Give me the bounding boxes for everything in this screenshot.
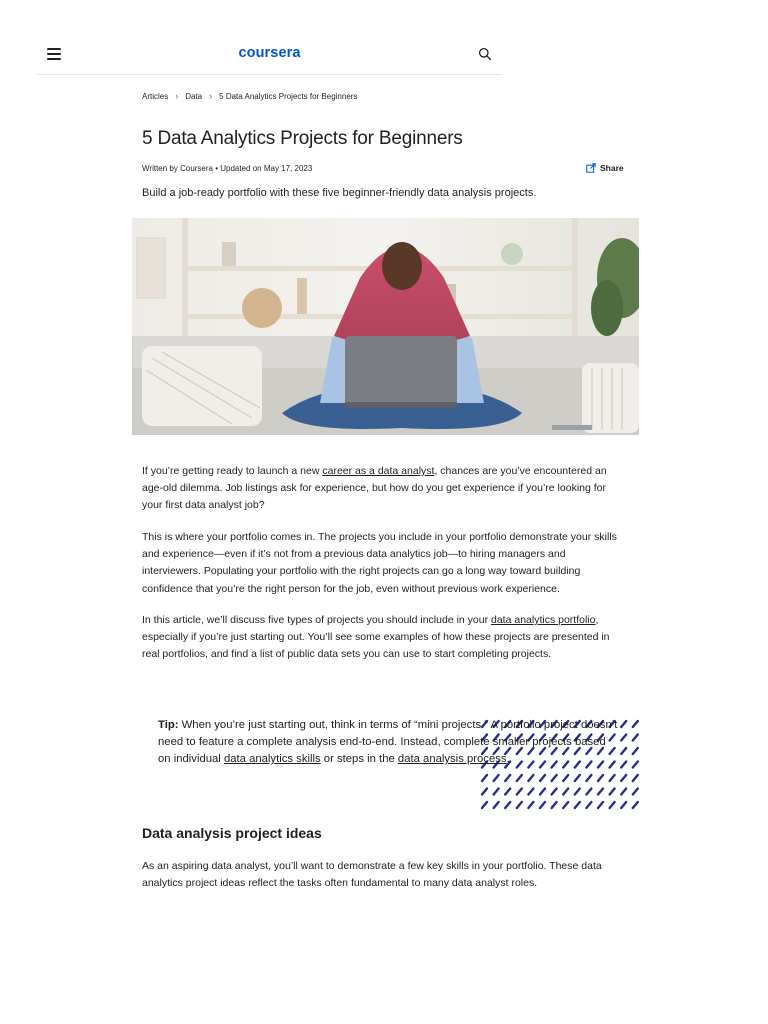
share-button[interactable] (586, 163, 624, 173)
page-title: 5 Data Analytics Projects for Beginners (142, 128, 463, 149)
chevron-right-icon: › (175, 91, 179, 101)
section-heading: Data analysis project ideas (142, 825, 322, 841)
breadcrumb-data[interactable]: Data (185, 91, 203, 101)
intro-paragraph-3: In this article, we’ll discuss five types of projects you should include in your data analytics portfolio, especially if you’re just starting out. You’ll see some examples of how these projects are presented in real portfolios, and find a list of public data sets you can use to start completing projects. (142, 614, 610, 661)
career-data-analyst-link[interactable]: career as a data analyst (322, 465, 435, 477)
tip-label: Tip: (158, 719, 179, 731)
data-analysis-process-link[interactable]: data analysis process (397, 753, 507, 765)
intro-paragraph-2: This is where your portfolio comes in. The projects you include in your portfolio demonstrate your skills and experience—even if it’s not from a previous data analytics job—to hiring managers and interviewers. Populating your portfolio with the right projects can go a long way toward building confidence that you’re the right person for the job, even without previous work experience. (142, 531, 617, 595)
breadcrumb-articles[interactable]: Articles (142, 91, 169, 101)
tip-callout: Tip: When you’re just starting out, think in terms of “mini projects.” A portfolio project doesn’t need to feature a complete analysis end-to-end. Instead, complete smaller projects based on individual data analytics skills or steps in the data analysis process. (158, 719, 618, 765)
search-icon[interactable] (478, 47, 492, 61)
site-header (37, 34, 502, 75)
chevron-right-icon: › (209, 91, 213, 101)
share-label: Share (600, 163, 624, 173)
intro-paragraph-1: If you’re getting ready to launch a new career as a data analyst, chances are you’ve encountered an age-old dilemma. Job listings ask for experience, but how do you get experience if you’re looking for your first data analyst job? (142, 465, 607, 512)
coursera-logo[interactable]: coursera (238, 45, 301, 61)
hero-image (132, 218, 639, 435)
breadcrumb (142, 91, 357, 101)
article-byline: Written by Coursera • Updated on May 17, 2023 (142, 164, 313, 173)
breadcrumb-current: 5 Data Analytics Projects for Beginners (219, 91, 358, 101)
article-subtitle: Build a job-ready portfolio with these five beginner-friendly data analysis projects. (142, 187, 537, 199)
data-analytics-skills-link[interactable]: data analytics skills (223, 753, 321, 765)
share-icon (586, 163, 596, 173)
data-analytics-portfolio-link[interactable]: data analytics portfolio (491, 614, 596, 626)
section-paragraph: As an aspiring data analyst, you’ll want to demonstrate a few key skills in your portfolio. These data analytics project ideas reflect the tasks often fundamental to many data analyst roles. (142, 860, 602, 890)
